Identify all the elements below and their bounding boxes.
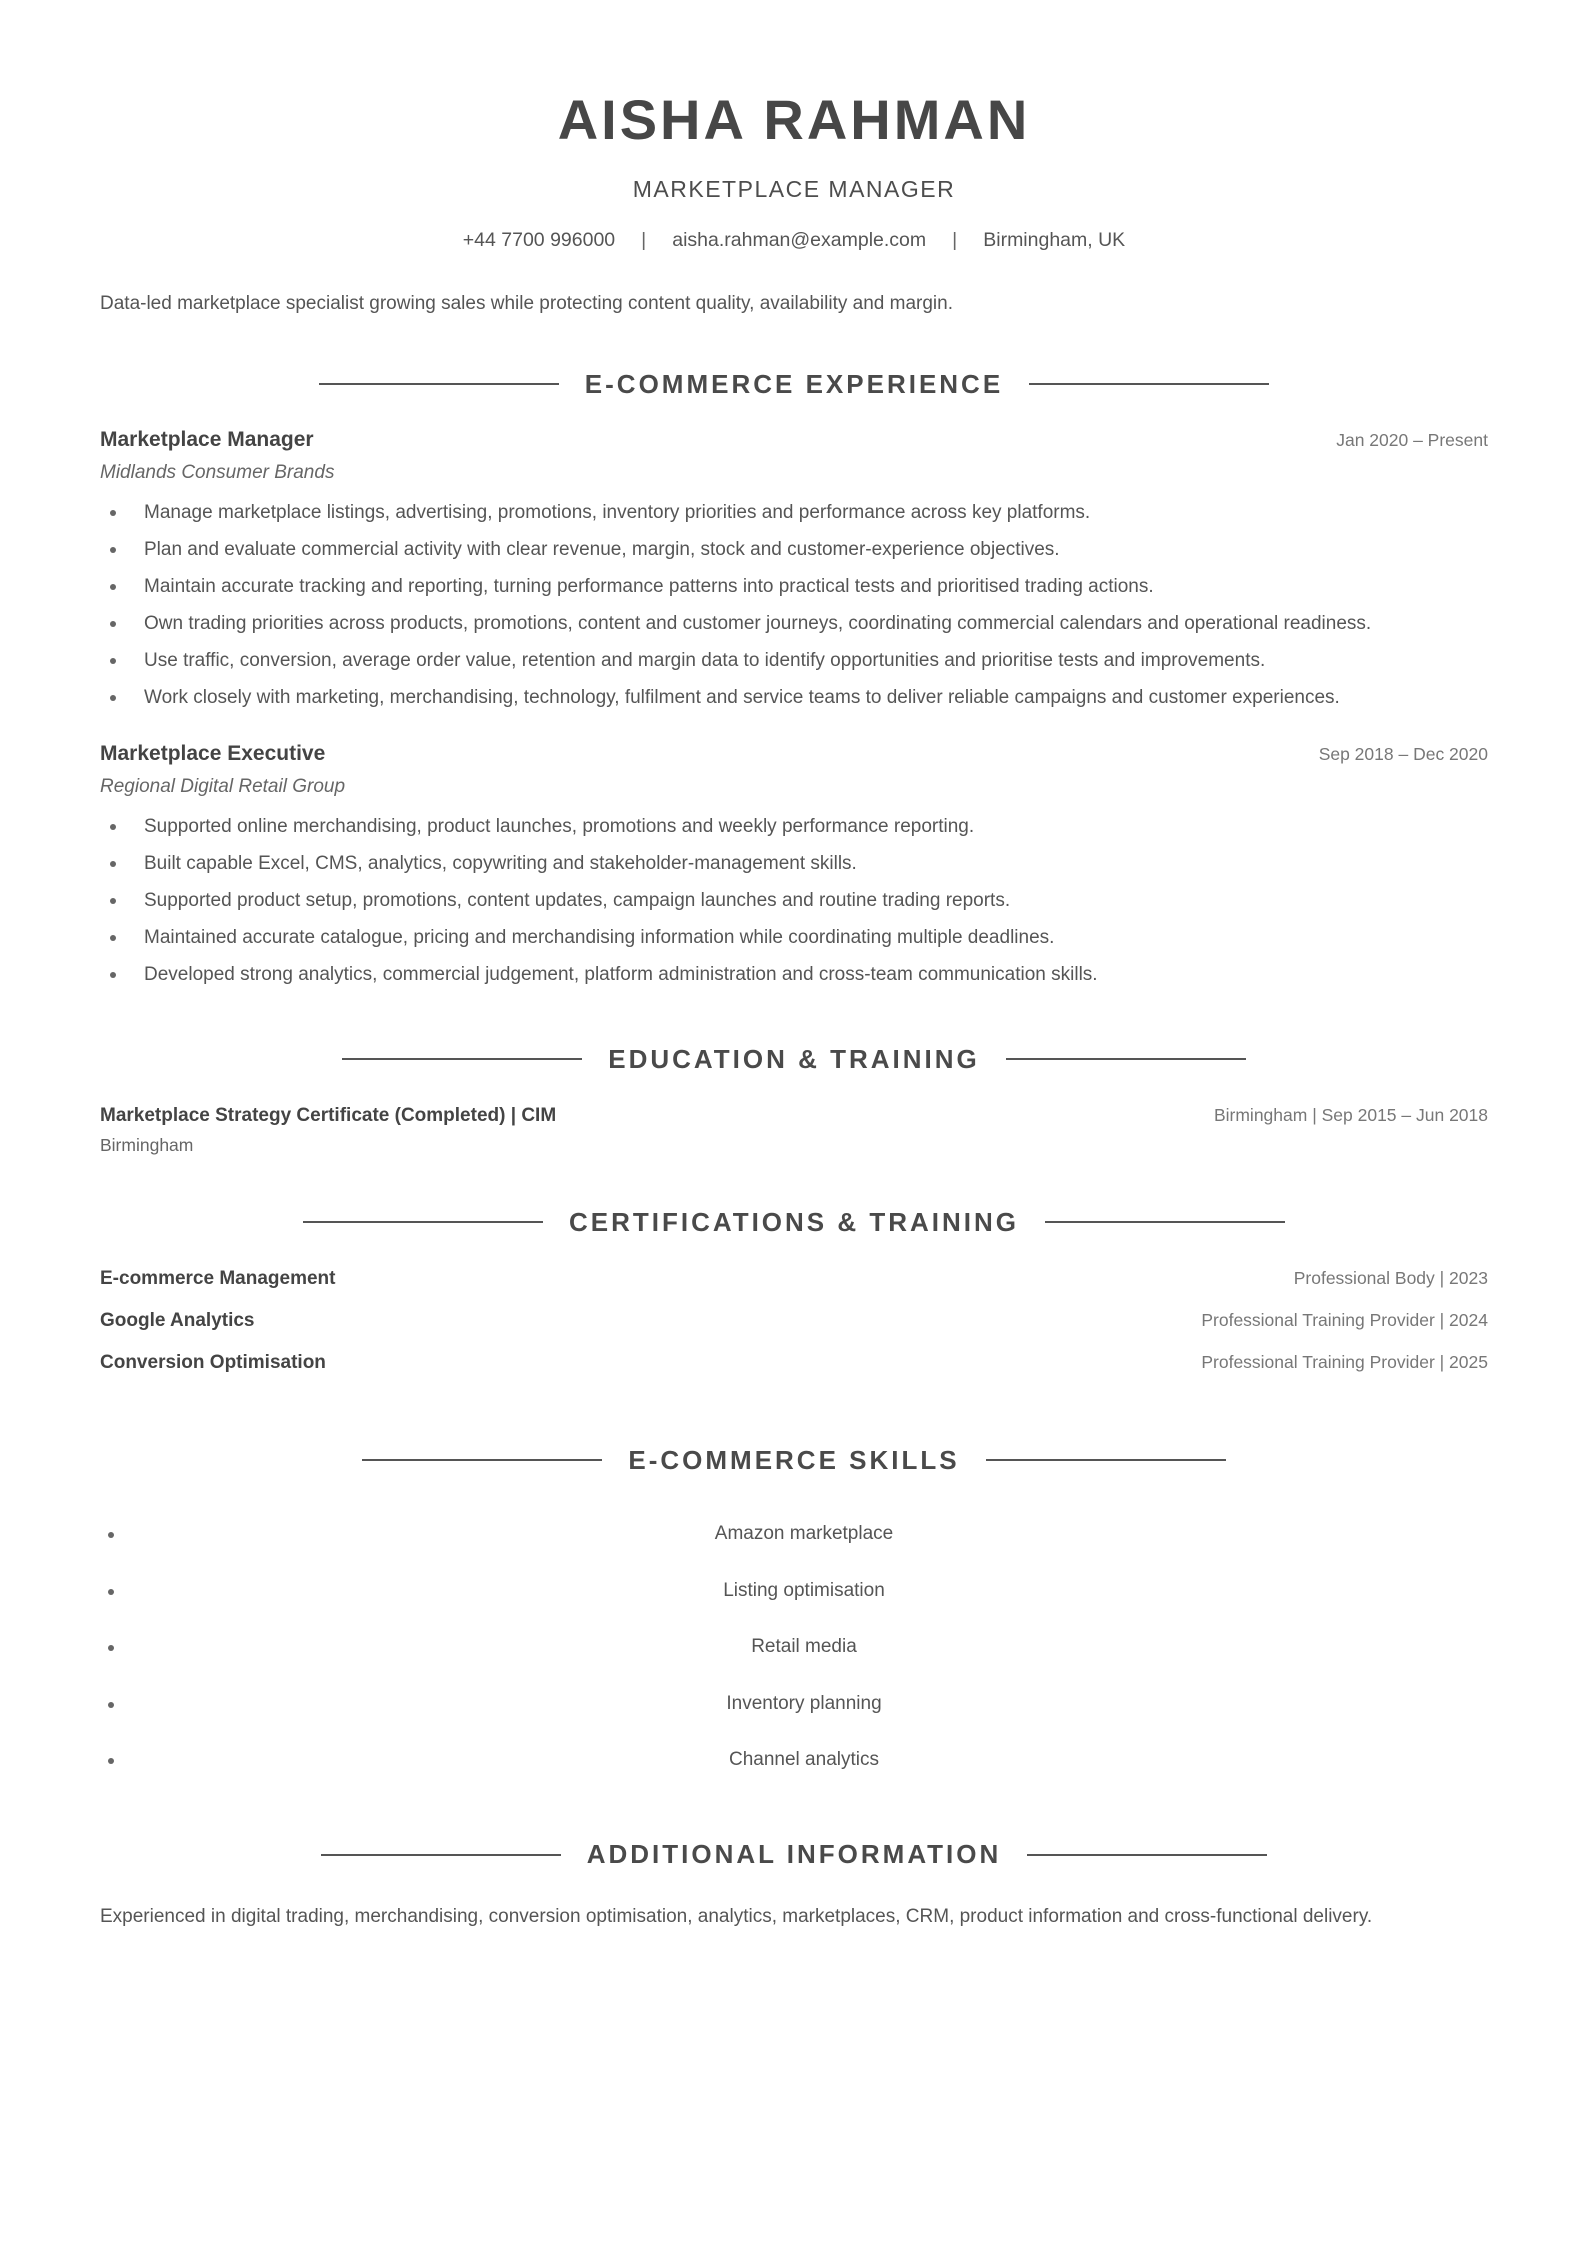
skill-item: Listing optimisation: [100, 1563, 1488, 1620]
heading-rule-left: [362, 1459, 602, 1461]
heading-rule-right: [986, 1459, 1226, 1461]
contact-location: Birmingham, UK: [983, 229, 1126, 251]
job-bullet: Maintained accurate catalogue, pricing and merchandising information while coordinating multiple deadlines.: [144, 919, 1488, 956]
job-entry: [100, 428, 1488, 716]
section-title-education: EDUCATION & TRAINING: [608, 1043, 980, 1074]
section-heading-additional: [100, 1837, 1488, 1873]
section-title-skills: E-COMMERCE SKILLS: [628, 1444, 960, 1475]
job-dates: Sep 2018 – Dec 2020: [1318, 744, 1488, 764]
job-bullet: Plan and evaluate commercial activity with clear revenue, margin, stock and customer-experience objectives.: [144, 531, 1488, 568]
certification-row: [100, 1268, 1488, 1310]
skill-item: Amazon marketplace: [100, 1506, 1488, 1563]
contact-separator: |: [641, 229, 647, 251]
job-bullet: Supported product setup, promotions, content updates, campaign launches and routine trading reports.: [144, 882, 1488, 919]
section-heading-experience: [100, 366, 1488, 402]
heading-rule-left: [342, 1058, 582, 1060]
certification-name: Conversion Optimisation: [100, 1352, 326, 1373]
job-dates: Jan 2020 – Present: [1336, 430, 1488, 450]
job-bullet: Own trading priorities across products, promotions, content and customer journeys, coordinating commercial calendars and operational readiness.: [144, 605, 1488, 642]
section-title-certifications: CERTIFICATIONS & TRAINING: [568, 1206, 1020, 1237]
skill-item: Retail media: [100, 1619, 1488, 1676]
contact-separator: |: [952, 229, 958, 251]
job-bullet: Maintain accurate tracking and reporting, turning performance patterns into practical tests and prioritised trading actions.: [144, 568, 1488, 605]
heading-rule-left: [319, 383, 559, 385]
certification-name: Google Analytics: [100, 1310, 255, 1331]
job-title: Marketplace Executive: [100, 742, 326, 765]
job-bullets: [100, 808, 1488, 993]
certifications-list: [100, 1268, 1488, 1394]
heading-rule-right: [1006, 1058, 1246, 1060]
job-header: [100, 742, 1488, 766]
certification-name: E-commerce Management: [100, 1268, 336, 1289]
education-entry: [100, 1105, 1488, 1156]
heading-rule-right: [1027, 1854, 1267, 1856]
section-heading-skills: [100, 1442, 1488, 1478]
section-heading-certifications: [100, 1204, 1488, 1240]
job-entry: [100, 742, 1488, 993]
heading-rule-left: [321, 1854, 561, 1856]
education-location: Birmingham: [100, 1135, 194, 1155]
certification-meta: Professional Training Provider | 2025: [1201, 1352, 1488, 1372]
section-heading-education: [100, 1041, 1488, 1077]
heading-rule-left: [303, 1221, 543, 1223]
job-company: Midlands Consumer Brands: [100, 462, 335, 483]
heading-rule-right: [1029, 383, 1269, 385]
contact-phone: +44 7700 996000: [462, 229, 616, 251]
education-title: Marketplace Strategy Certificate (Completed) | CIM: [100, 1105, 557, 1126]
job-company: Regional Digital Retail Group: [100, 776, 346, 797]
section-title-additional: ADDITIONAL INFORMATION: [586, 1839, 1002, 1869]
certification-meta: Professional Training Provider | 2024: [1201, 1310, 1488, 1330]
skills-list: [100, 1506, 1488, 1789]
job-bullet: Built capable Excel, CMS, analytics, copywriting and stakeholder-management skills.: [144, 845, 1488, 882]
certification-meta: Professional Body | 2023: [1293, 1268, 1488, 1288]
job-bullets: [100, 494, 1488, 716]
job-bullet: Manage marketplace listings, advertising, promotions, inventory priorities and performance across key platforms.: [144, 494, 1488, 531]
candidate-role: MARKETPLACE MANAGER: [632, 176, 956, 202]
skill-item: Inventory planning: [100, 1676, 1488, 1733]
job-header: [100, 428, 1488, 452]
resume-header: [100, 0, 1488, 254]
contact-email: aisha.rahman@example.com: [672, 229, 927, 251]
candidate-name: AISHA RAHMAN: [557, 88, 1031, 151]
job-bullet: Use traffic, conversion, average order value, retention and margin data to identify opportunities and prioritise tests and improvements.: [144, 642, 1488, 679]
heading-rule-right: [1045, 1221, 1285, 1223]
job-title: Marketplace Manager: [100, 428, 314, 451]
additional-information: Experienced in digital trading, merchandising, conversion optimisation, analytics, marketplaces, CRM, product information and cross-functional delivery.: [100, 1905, 1373, 1927]
certification-row: [100, 1310, 1488, 1352]
education-meta: Birmingham | Sep 2015 – Jun 2018: [1213, 1105, 1488, 1125]
job-bullet: Developed strong analytics, commercial judgement, platform administration and cross-team communication skills.: [144, 956, 1488, 993]
job-bullet: Work closely with marketing, merchandising, technology, fulfilment and service teams to deliver reliable campaigns and customer experiences.: [144, 679, 1488, 716]
section-title-experience: E-COMMERCE EXPERIENCE: [584, 368, 1004, 399]
contact-line: [100, 226, 1488, 254]
education-header: [100, 1105, 1488, 1127]
certification-row: [100, 1352, 1488, 1394]
profile-summary: Data-led marketplace specialist growing sales while protecting content quality, availability and margin.: [100, 293, 953, 314]
skill-item: Channel analytics: [100, 1732, 1488, 1789]
job-bullet: Supported online merchandising, product launches, promotions and weekly performance reporting.: [144, 808, 1488, 845]
